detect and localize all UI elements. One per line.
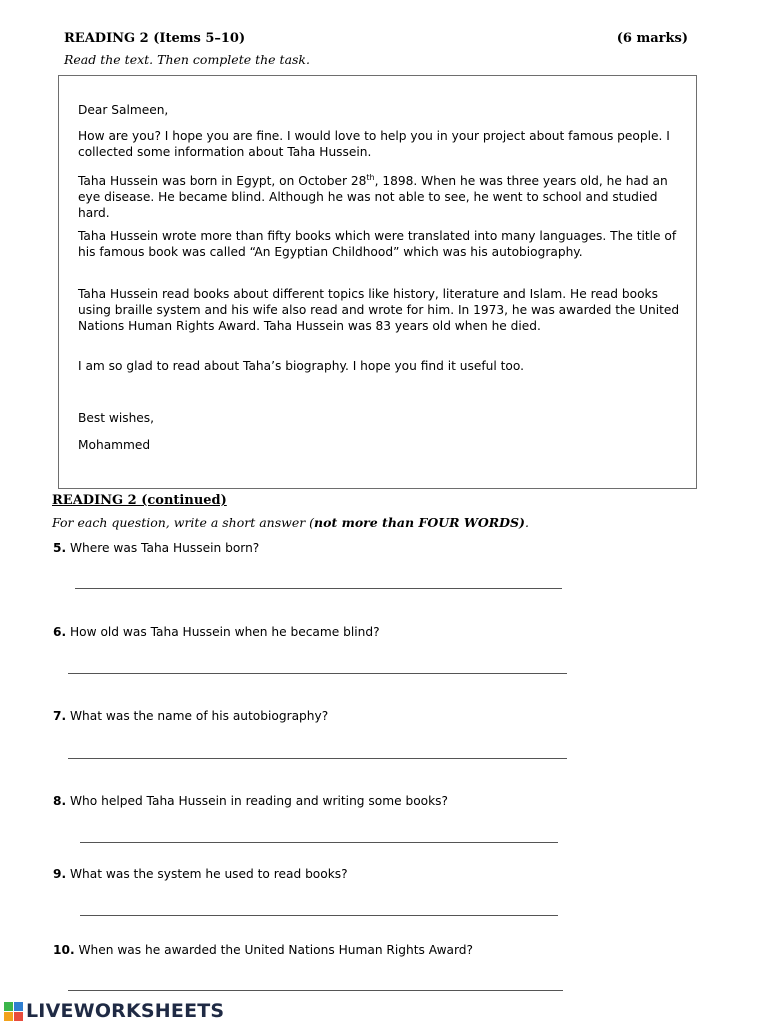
question-text: Who helped Taha Hussein in reading and writing some books? xyxy=(66,794,448,808)
question-number: 10. xyxy=(53,943,75,957)
continued-instruction xyxy=(52,515,529,530)
logo-grid-icon xyxy=(4,1002,23,1021)
logo-square-icon xyxy=(14,1012,23,1021)
answer-line-6[interactable] xyxy=(68,673,567,674)
answer-line-5[interactable] xyxy=(75,588,562,589)
letter-signature: Mohammed xyxy=(78,438,151,452)
logo-square-icon xyxy=(4,1012,13,1021)
answer-line-8[interactable] xyxy=(80,842,558,843)
marks-label: (6 marks) xyxy=(616,31,688,46)
question-9 xyxy=(53,867,348,881)
question-number: 8. xyxy=(53,794,67,808)
letter-paragraph-2 xyxy=(78,170,686,221)
question-text: How old was Taha Hussein when he became blind? xyxy=(66,625,380,639)
liveworksheets-logo xyxy=(4,999,224,1023)
question-text: Where was Taha Hussein born? xyxy=(66,541,260,555)
logo-square-icon xyxy=(4,1002,13,1011)
letter-closing: Best wishes, xyxy=(78,411,155,425)
letter-paragraph-2-start: Taha Hussein was born in Egypt, on October 28 xyxy=(78,174,367,189)
logo-square-icon xyxy=(14,1002,23,1011)
question-5 xyxy=(53,541,259,555)
continued-title: READING 2 (continued) xyxy=(52,493,227,508)
question-number: 5. xyxy=(53,541,67,555)
ordinal-suffix: th xyxy=(366,173,375,182)
question-number: 6. xyxy=(53,625,67,639)
letter-paragraph-5: I am so glad to read about Taha’s biography. I hope you find it useful too. xyxy=(78,359,524,373)
letter-box xyxy=(58,75,697,489)
section-instruction: Read the text. Then complete the task. xyxy=(64,52,310,67)
question-7 xyxy=(53,709,328,723)
logo-text: LIVEWORKSHEETS xyxy=(26,1000,225,1022)
letter-salutation: Dear Salmeen, xyxy=(78,103,169,117)
question-text: What was the name of his autobiography? xyxy=(66,709,329,723)
question-text: When was he awarded the United Nations Human Rights Award? xyxy=(74,943,474,957)
answer-line-9[interactable] xyxy=(80,915,558,916)
question-8 xyxy=(53,794,448,808)
question-number: 9. xyxy=(53,867,67,881)
continued-instruction-end: . xyxy=(524,515,529,530)
answer-line-7[interactable] xyxy=(68,758,567,759)
answer-line-10[interactable] xyxy=(68,990,563,991)
question-number: 7. xyxy=(53,709,67,723)
question-text: What was the system he used to read books? xyxy=(66,867,348,881)
letter-paragraph-2-end: , 1898. When he was three years old, he had an eye disease. He became blind. Although he was not able to see, he went to school and studied hard. xyxy=(78,174,668,221)
letter-paragraph-1: How are you? I hope you are fine. I would love to help you in your project about famous people. I collected some information about Taha Hussein. xyxy=(78,129,670,159)
letter-paragraph-3: Taha Hussein wrote more than fifty books which were translated into many languages. The title of his famous book was called “An Egyptian Childhood” which was his autobiography. xyxy=(78,229,677,259)
question-6 xyxy=(53,625,380,639)
continued-instruction-bold: not more than FOUR WORDS) xyxy=(314,515,525,530)
continued-instruction-start: For each question, write a short answer ( xyxy=(52,515,315,530)
section-title: READING 2 (Items 5–10) xyxy=(64,31,246,46)
question-10 xyxy=(53,943,473,957)
letter-paragraph-4: Taha Hussein read books about different topics like history, literature and Islam. He read books using braille system and his wife also read and wrote for him. In 1973, he was awarded the United Nations Human Rights Award. Taha Hussein was 83 years old when he died. xyxy=(78,287,680,333)
